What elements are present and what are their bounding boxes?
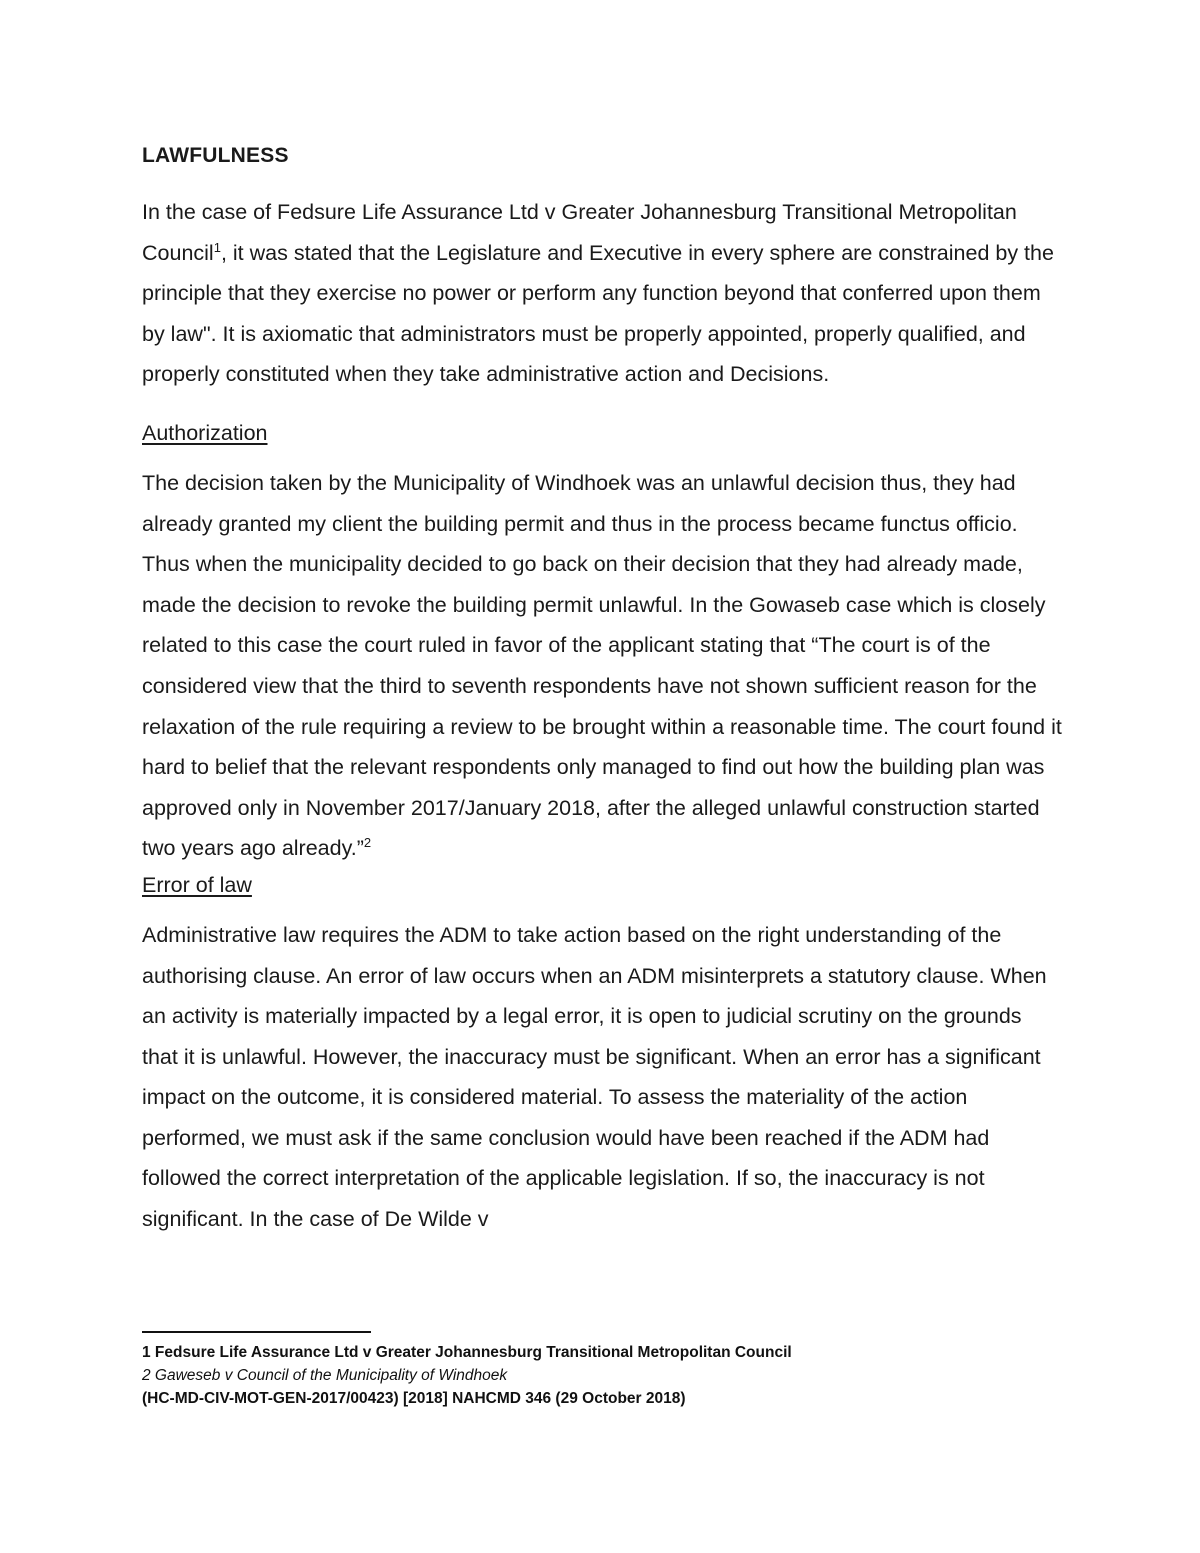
authorization-paragraph: [142, 463, 1062, 869]
document-body: [142, 140, 1062, 1240]
error-of-law-subheading: Error of law: [142, 872, 252, 897]
footnote-2-citation: (HC-MD-CIV-MOT-GEN-2017/00423) [2018] NAHCMD 346 (29 October 2018): [142, 1390, 686, 1407]
intro-text: In the case of Fedsure Life Assurance Ltd v Greater Johannesburg Transitional Metropolitan Council: [142, 200, 1017, 265]
footnotes: [142, 1341, 1062, 1410]
intro-paragraph: [142, 192, 1062, 395]
authorization-subheading: Authorization: [142, 420, 268, 445]
footnote-ref-1[interactable]: 1: [213, 239, 221, 255]
error-of-law-paragraph: Administrative law requires the ADM to take action based on the right understanding of the authorising clause. An error of law occurs when an ADM misinterprets a statutory clause. When an activity is materially impacted by a legal error, it is open to judicial scrutiny on the grounds that it is unlawful. However, the inaccuracy must be significant. When an error has a significant impact on the outcome, it is considered material. To assess the materiality of the action performed, we must ask if the same conclusion would have been reached if the ADM had followed the correct interpretation of the applicable legislation. If so, the inaccuracy is not significant. In the case of De Wilde v: [142, 922, 1047, 1232]
intro-text-continued: , it was stated that the Legislature and Executive in every sphere are constrained by the principle that they exercise no power or perform any function beyond that conferred upon them by law". It is axiomatic that administrators must be properly appointed, properly qualified, and properly constituted when they take administrative action and Decisions.: [142, 240, 1054, 387]
footnote-1: 1 Fedsure Life Assurance Ltd v Greater Johannesburg Transitional Metropolitan Council: [142, 1344, 792, 1361]
section-heading: LAWFULNESS: [142, 144, 289, 167]
authorization-text: The decision taken by the Municipality of Windhoek was an unlawful decision thus, they had already granted my client the building permit and thus in the process became functus officio. Thus when the municipality decided to go back on their decision that they had already made, made the decision to revoke the building permit unlawful. In the Gowaseb case which is closely related to this case the court ruled in favor of the applicant stating that “The court is of the considered view that the third to seventh respondents have not shown sufficient reason for the relaxation of the rule requiring a review to be brought within a reasonable time. The court found it hard to belief that the relevant respondents only managed to find out how the building plan was approved only in November 2017/January 2018, after the alleged unlawful construction started two years ago already.”: [142, 470, 1062, 861]
footnote-separator: [142, 1331, 371, 1333]
footnote-2: 2 Gaweseb v Council of the Municipality of Windhoek: [142, 1367, 508, 1384]
footnote-ref-2[interactable]: 2: [363, 835, 372, 851]
